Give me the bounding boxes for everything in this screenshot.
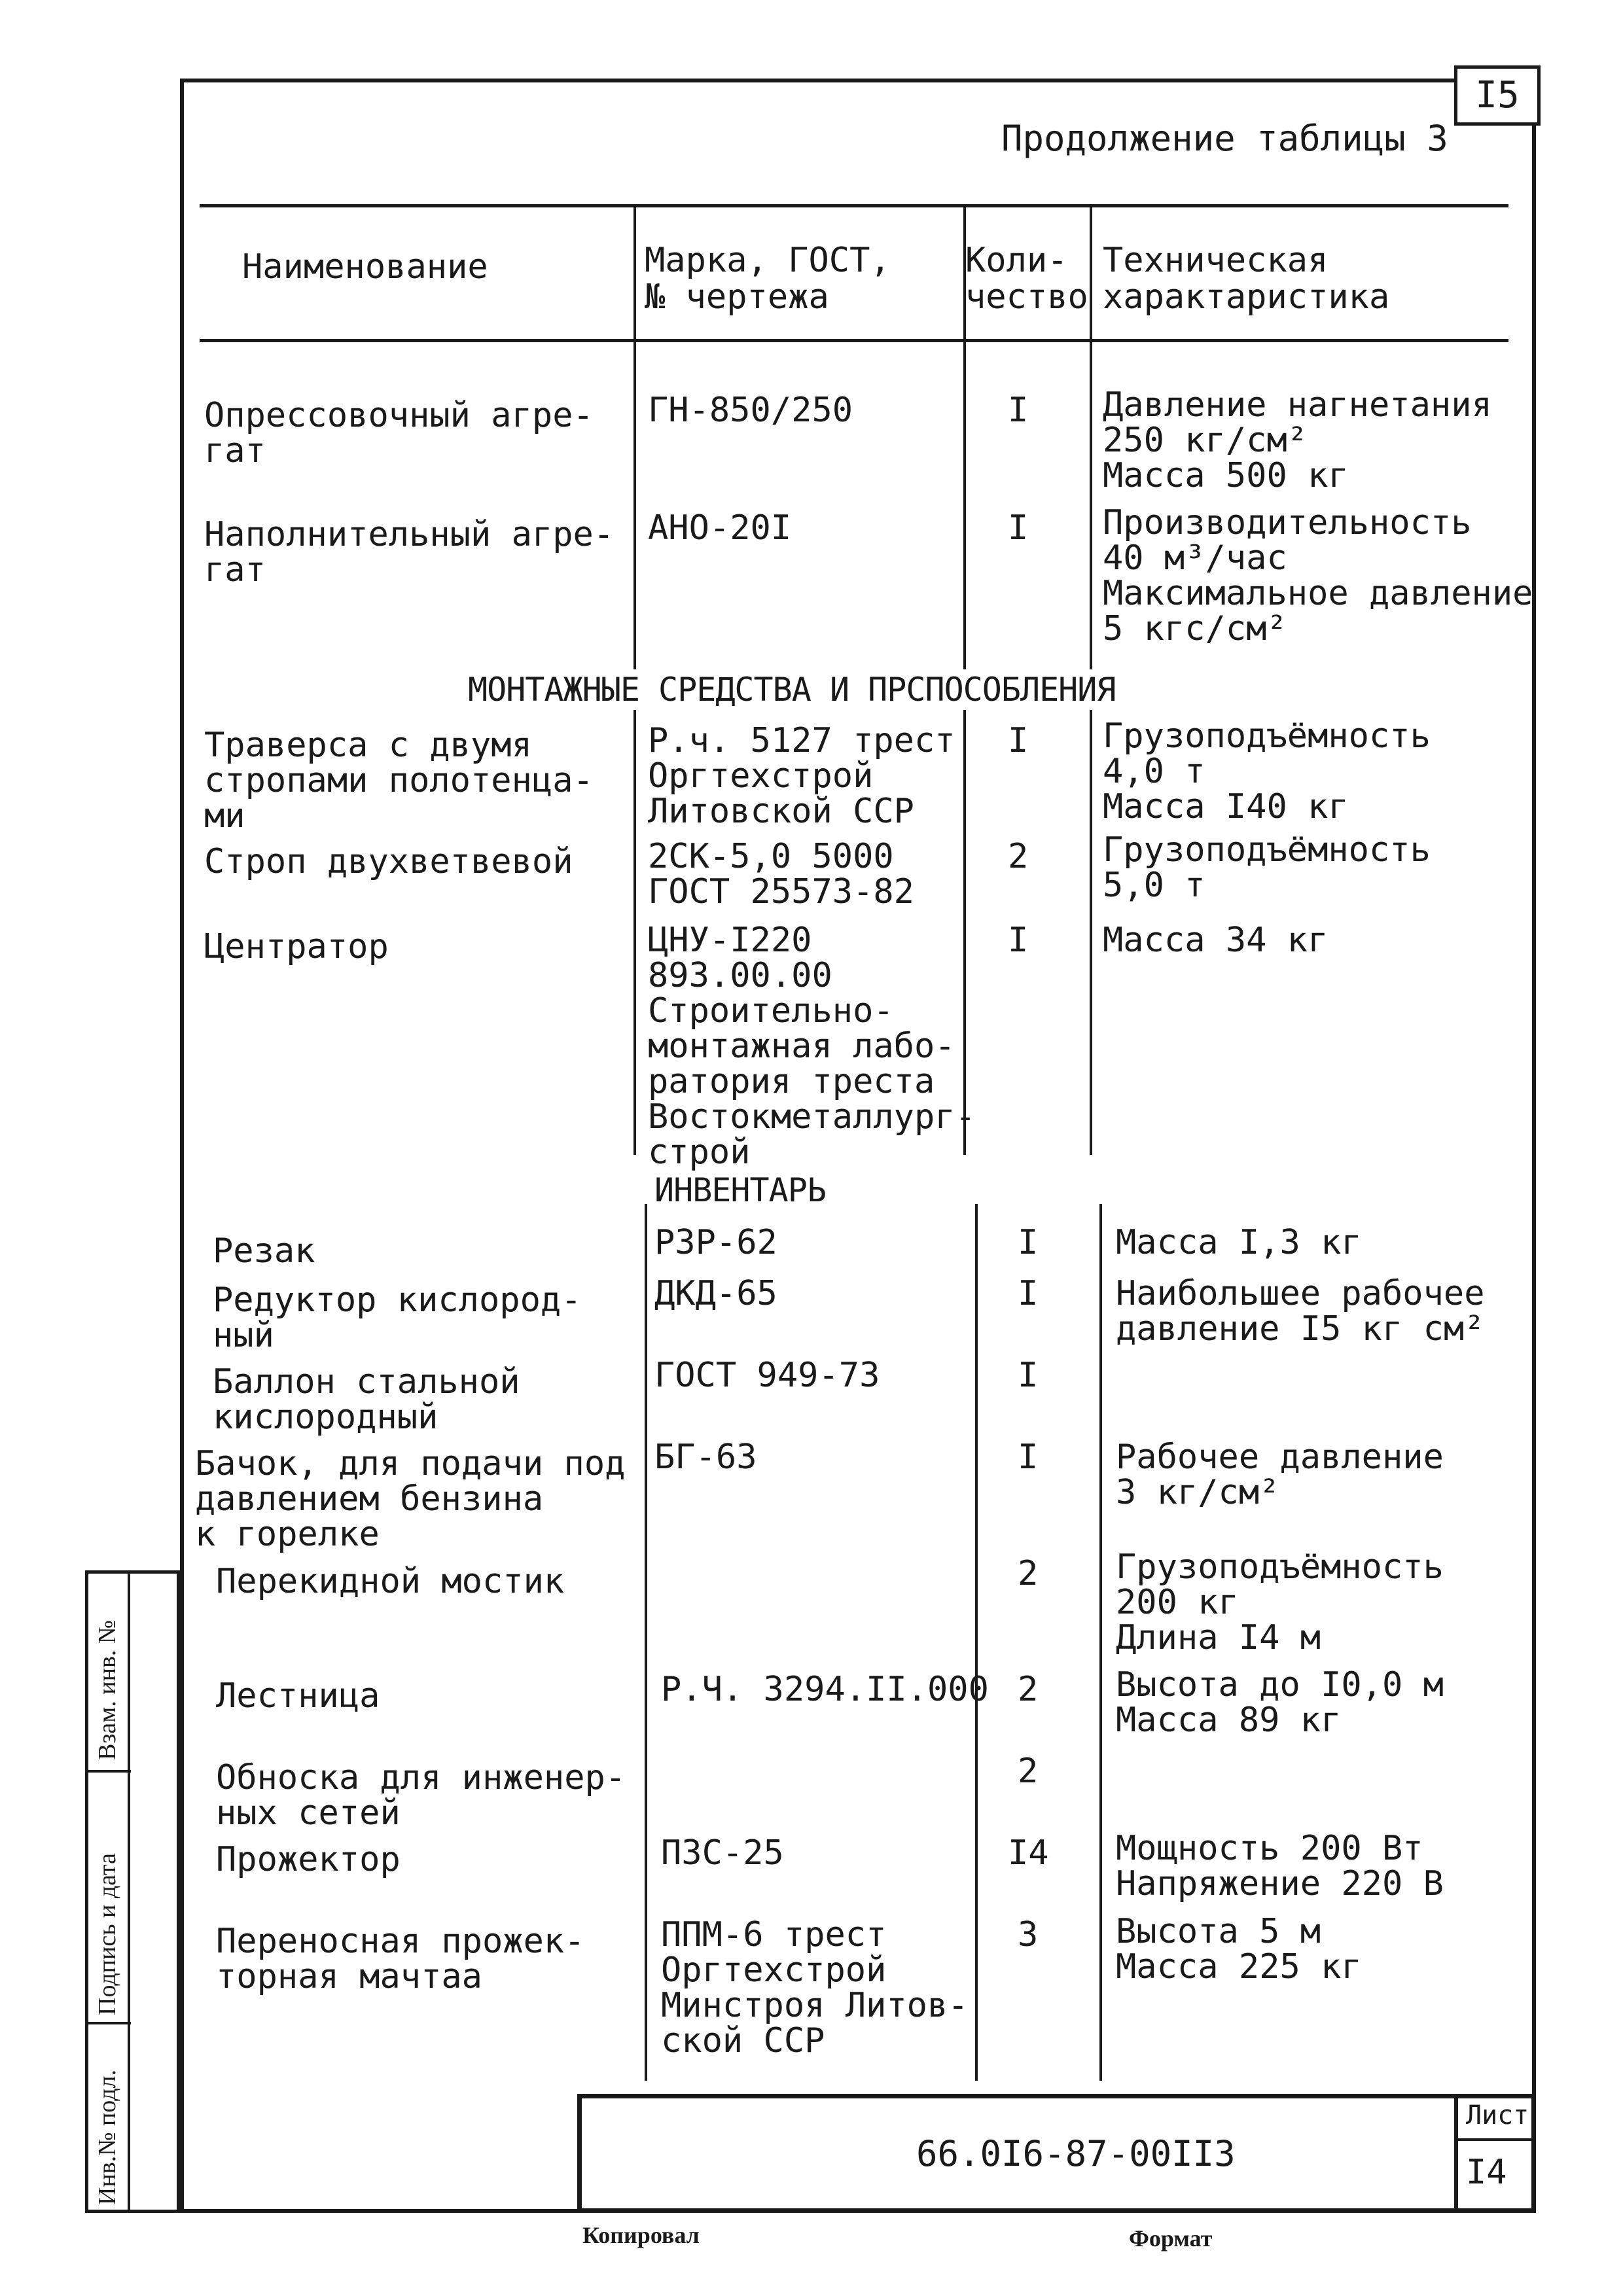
document-code: 66.0I6-87-00II3 [916, 2133, 1236, 2174]
row-qty: I [1018, 1274, 1039, 1313]
side-stamp-divider [128, 1570, 130, 2213]
table-top-rule [200, 204, 1508, 207]
row-spec: Масса I,3 кг [1116, 1223, 1362, 1262]
section-title-mounting: МОНТАЖНЫЕ СРЕДСТВА И ПРСПОСОБЛЕНИЯ [468, 671, 1116, 709]
side-stamp-rule-1 [85, 2022, 131, 2024]
section-title-inventory: ИНВЕНТАРЬ [654, 1171, 826, 1209]
row-qty: I [1008, 508, 1029, 548]
column-divider-1b [633, 710, 636, 1155]
row-qty: I [1008, 721, 1029, 760]
row-qty: I [1018, 1223, 1039, 1262]
row-name: Опрессовочный агре- гат [204, 396, 594, 470]
header-spec: Техническая характаристика [1103, 241, 1390, 317]
page-number: I5 [1454, 65, 1541, 126]
row-spec: Давление нагнетания 250 кг/см² Масса 500 кг [1103, 385, 1492, 495]
sheet-cell-rule [1454, 2138, 1536, 2141]
row-spec: Масса 34 кг [1103, 921, 1329, 960]
row-mark: БГ-63 [654, 1438, 757, 1477]
row-name: Прожектор [216, 1840, 401, 1879]
row-name: Траверса с двумя стропами полотенца- ми [204, 726, 594, 836]
row-spec: Производительность 40 м³/час Максимальное давление 5 кгс/см² [1103, 503, 1533, 648]
side-label-inv-original: Инв.№ подл. [94, 2069, 121, 2205]
side-label-signature-date: Подпись и дата [94, 1852, 121, 2015]
row-name: Бачок, для подачи под давлением бензина к горелке [195, 1444, 626, 1554]
column-divider-1c [645, 1204, 647, 2081]
row-mark: Р.ч. 5127 трест Оргтехстрой Литовской ССР [648, 721, 955, 831]
table-title: Продолжение таблицы 3 [1001, 118, 1448, 159]
column-divider-2c [975, 1204, 978, 2081]
row-qty: I4 [1008, 1833, 1049, 1873]
title-block-divider [1454, 2094, 1458, 2213]
row-spec: Высота 5 м Масса 225 кг [1116, 1912, 1362, 1987]
row-spec: Высота до I0,0 м Масса 89 кг [1116, 1665, 1444, 1740]
row-qty: 2 [1018, 1554, 1039, 1593]
row-spec: Грузоподъёмность 4,0 т Масса I40 кг [1103, 716, 1431, 826]
row-name: Наполнительный агре- гат [204, 515, 615, 590]
footer-copied: Копировал [582, 2222, 700, 2248]
sheet-label: Лист [1466, 2100, 1529, 2130]
row-name: Центратор [204, 927, 389, 966]
column-divider-3a [1090, 206, 1092, 669]
header-name: Наименование [242, 247, 488, 287]
row-mark: РЗР-62 [654, 1223, 777, 1262]
row-mark: ДКД-65 [654, 1274, 777, 1313]
row-spec: Грузоподъёмность 5,0 т [1103, 830, 1431, 905]
header-bottom-rule [200, 339, 1508, 342]
footer-format: Формат [1129, 2225, 1213, 2252]
row-name: Резак [213, 1231, 315, 1271]
row-spec: Грузоподъёмность 200 кг Длина I4 м [1116, 1547, 1444, 1657]
side-stamp-rule-2 [85, 1770, 131, 1773]
row-qty: 2 [1018, 1670, 1039, 1709]
row-qty: 3 [1018, 1915, 1039, 1954]
row-qty: I [1018, 1438, 1039, 1477]
row-name: Баллон стальной кислородный [213, 1362, 520, 1437]
row-mark: ПЗС-25 [661, 1833, 784, 1873]
row-mark: ЦНУ-I220 893.00.00 Строительно- монтажная лабо- ратория треста Востокметаллург- строй [648, 921, 976, 1172]
row-qty: I [1018, 1356, 1039, 1395]
column-divider-3c [1099, 1204, 1102, 2081]
row-spec: Мощность 200 Вт Напряжение 220 В [1116, 1829, 1444, 1903]
row-name: Строп двухветвевой [204, 842, 573, 881]
row-name: Переносная прожек- торная мачтаа [216, 1922, 585, 1996]
row-mark: 2СК-5,0 5000 ГОСТ 25573-82 [648, 837, 914, 911]
row-name: Редуктор кислород- ный [213, 1280, 582, 1355]
row-mark: ГН-850/250 [648, 391, 853, 430]
header-mark: Марка, ГОСТ, № чертежа [645, 241, 891, 317]
row-name: Лестница [216, 1676, 380, 1716]
sheet-number: I4 [1466, 2153, 1507, 2192]
row-name: Перекидной мостик [216, 1562, 565, 1601]
header-qty: Коли- чество [965, 241, 1088, 317]
row-qty: 2 [1008, 837, 1029, 876]
row-spec: Наибольшее рабочее давление I5 кг см² [1116, 1274, 1485, 1349]
row-name: Обноска для инженер- ных сетей [216, 1758, 626, 1833]
row-qty: 2 [1018, 1752, 1039, 1791]
row-spec: Рабочее давление 3 кг/см² [1116, 1438, 1444, 1512]
row-mark: ГОСТ 949-73 [654, 1356, 880, 1395]
row-qty: I [1008, 921, 1029, 960]
row-qty: I [1008, 391, 1029, 430]
row-mark: АНО-20I [648, 508, 792, 548]
column-divider-3b [1090, 710, 1092, 1155]
row-mark: ППМ-6 трест Оргтехстрой Минстроя Литов- ской ССР [661, 1915, 969, 2060]
column-divider-1a [633, 206, 636, 669]
row-mark: Р.Ч. 3294.II.000 [661, 1670, 989, 1709]
side-label-replacement-inv: Взам. инв. № [94, 1619, 121, 1760]
